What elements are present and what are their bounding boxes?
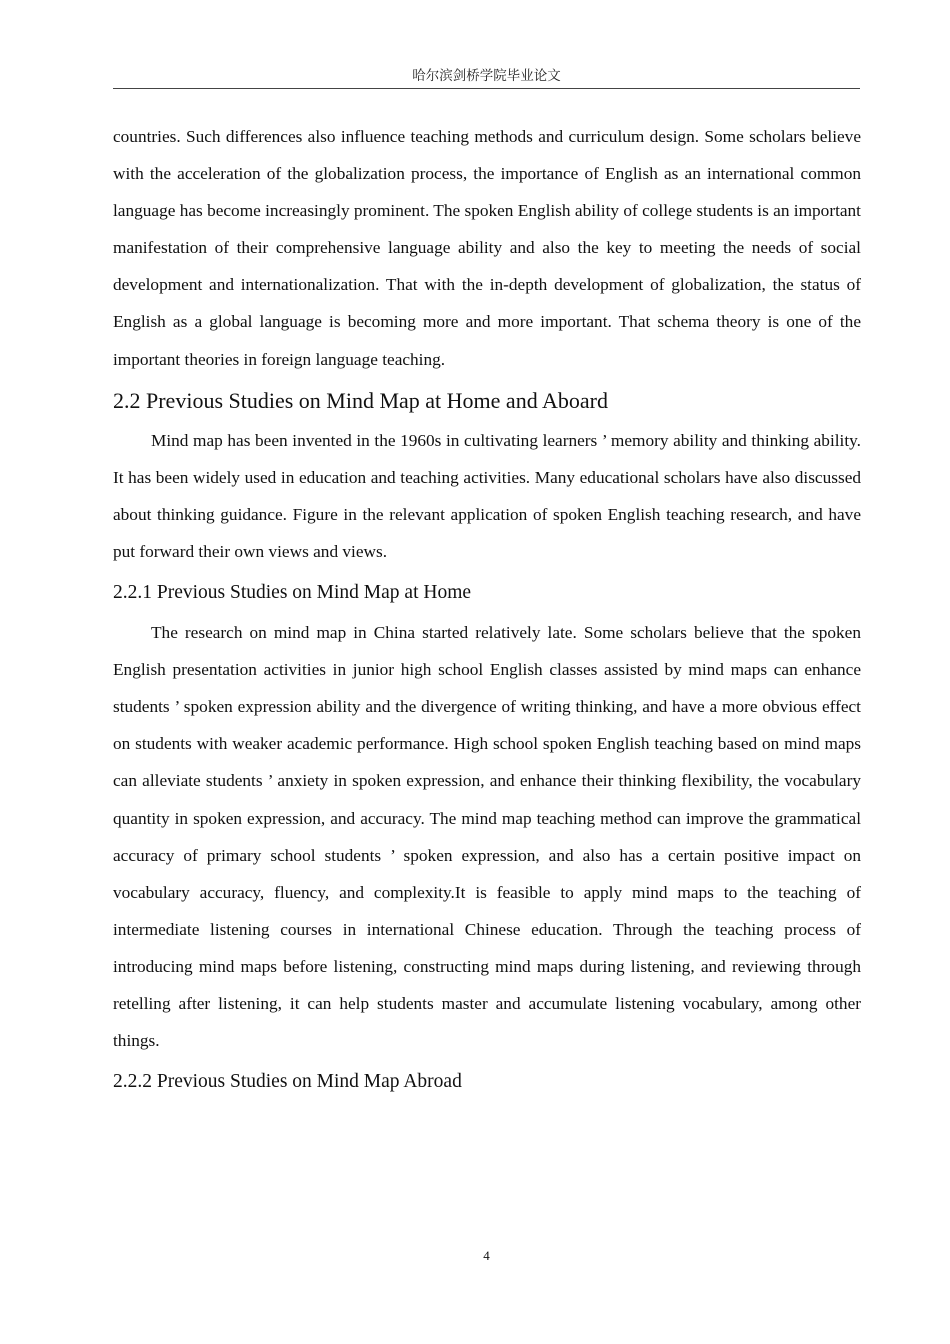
header-divider — [113, 88, 860, 89]
section-heading-2-2: 2.2 Previous Studies on Mind Map at Home and Aboard — [113, 387, 608, 413]
paragraph-mind-map-intro: Mind map has been invented in the 1960s in cultivating learners ’ memory ability and thinking ability. It has been widely used in education and teaching activities. Many educational scholars have also discussed about thinking guidance. Figure in the relevant application of spoken English teaching research, and have put forward their own views and views. — [113, 430, 861, 561]
paragraph-studies-home: The research on mind map in China started relatively late. Some scholars believe that the spoken English presentation activities in junior high school English classes assisted by mind maps can enhance students ’ spoken expression ability and the divergence of writing thinking, and have a more obvious effect on students with weaker academic performance. High school spoken English teaching based on mind maps can alleviate students ’ anxiety in spoken expression, and enhance their thinking flexibility, the vocabulary quantity in spoken expression, and accuracy. The mind map teaching method can improve the grammatical accuracy of primary school students ’ spoken expression, and also has a certain positive impact on vocabulary accuracy, fluency, and complexity.It is feasible to apply mind maps to the teaching of intermediate listening courses in international Chinese education. Through the teaching process of introducing mind maps before listening, constructing mind maps during listening, and reviewing through retelling after listening, it can help students master and accumulate listening vocabulary, among other things. — [113, 623, 861, 1051]
subsection-heading-2-2-1: 2.2.1 Previous Studies on Mind Map at Home — [113, 582, 472, 604]
page-body — [113, 118, 861, 1103]
page-number: 4 — [483, 1248, 490, 1263]
page-header: 哈尔滨剑桥学院毕业论文 — [412, 68, 561, 83]
paragraph-continuation: countries. Such differences also influence teaching methods and curriculum design. Some scholars believe with the acceleration of the globalization process, the importance of English as an international common language has become increasingly prominent. The spoken English ability of college students is an important manifestation of their comprehensive language ability and also the key to meeting the needs of social development and internationalization. That with the in-depth development of globalization, the status of English as a global language is becoming more and more important. That schema theory is one of the important theories in foreign language teaching. — [113, 127, 861, 369]
subsection-heading-2-2-2: 2.2.2 Previous Studies on Mind Map Abroad — [113, 1071, 462, 1093]
